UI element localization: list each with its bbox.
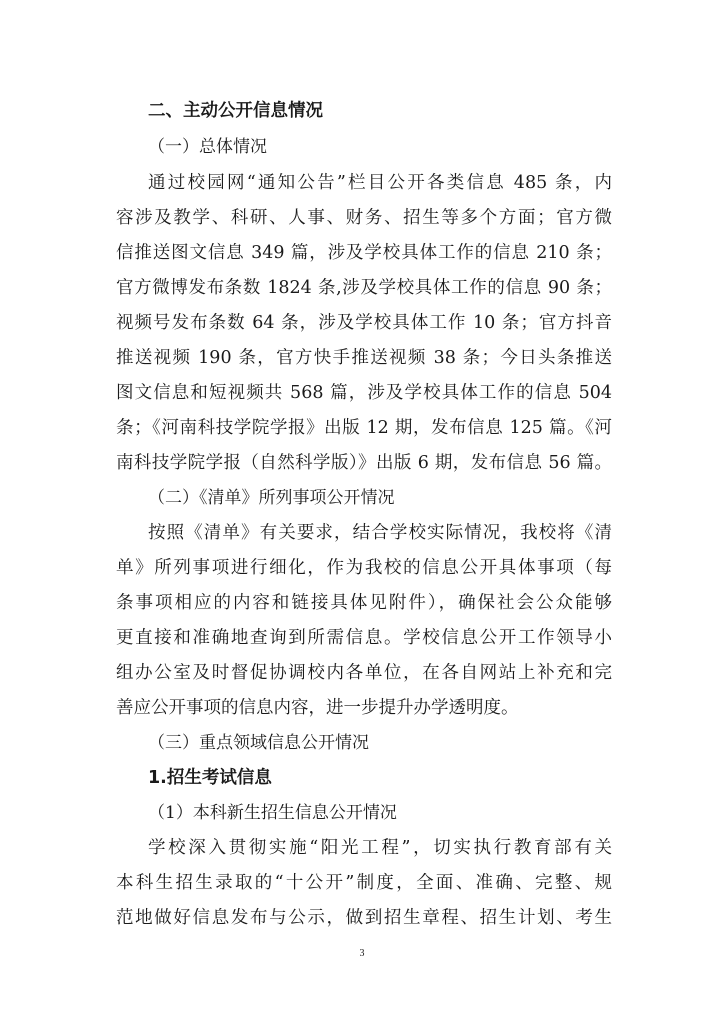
paragraph-line: 按照《清单》有关要求，结合学校实际情况，我校将《清: [148, 523, 612, 543]
paragraph-line: 南科技学院学报（自然科学版）》出版 6 期，发布信息 56 篇。: [116, 453, 612, 473]
paragraph-line: 图文信息和短视频共 568 篇，涉及学校具体工作的信息 504: [116, 383, 612, 403]
paragraph-line: 容涉及教学、科研、人事、财务、招生等多个方面；官方微: [116, 208, 612, 228]
paragraph-line: 信推送图文信息 349 篇，涉及学校具体工作的信息 210 条；: [116, 243, 612, 263]
paragraph-line: 通过校园网“通知公告”栏目公开各类信息 485 条，内: [148, 173, 612, 193]
paragraph-line: 更直接和准确地查询到所需信息。学校信息公开工作领导小: [116, 628, 612, 648]
paragraph-line: 范地做好信息发布与公示，做到招生章程、招生计划、考生: [116, 908, 612, 928]
subsection-title-3: （三）重点领域信息公开情况: [148, 733, 369, 753]
paragraph-line: 条；《河南科技学院学报》出版 12 期，发布信息 125 篇。《河: [116, 418, 612, 438]
section-heading: 二、主动公开信息情况: [148, 101, 323, 121]
paragraph-line: 学校深入贯彻实施“阳光工程”，切实执行教育部有关: [148, 838, 612, 858]
paragraph-line: 组办公室及时督促协调校内各单位，在各自网站上补充和完: [116, 663, 612, 683]
paragraph-line: 视频号发布条数 64 条，涉及学校具体工作 10 条；官方抖音: [116, 313, 612, 333]
paragraph-line: 条事项相应的内容和链接具体见附件），确保社会公众能够: [116, 593, 612, 613]
paragraph-line: 官方微博发布条数 1824 条,涉及学校具体工作的信息 90 条；: [116, 278, 612, 298]
page-number: 3: [359, 948, 365, 959]
paragraph-line: 善应公开事项的信息内容，进一步提升办学透明度。: [116, 698, 519, 718]
paragraph-line: 本科生招生录取的“十公开”制度，全面、准确、完整、规: [116, 873, 612, 893]
item-title: 1.招生考试信息: [148, 768, 272, 788]
subsection-title-1: （一）总体情况: [148, 137, 267, 157]
subsection-title-2: （二）《清单》所列事项公开情况: [148, 488, 395, 508]
paragraph-line: 单》所列事项进行细化，作为我校的信息公开具体事项（每: [116, 558, 612, 578]
item-subtitle: （1）本科新生招生信息公开情况: [148, 803, 397, 823]
paragraph-line: 推送视频 190 条，官方快手推送视频 38 条；今日头条推送: [116, 348, 612, 368]
